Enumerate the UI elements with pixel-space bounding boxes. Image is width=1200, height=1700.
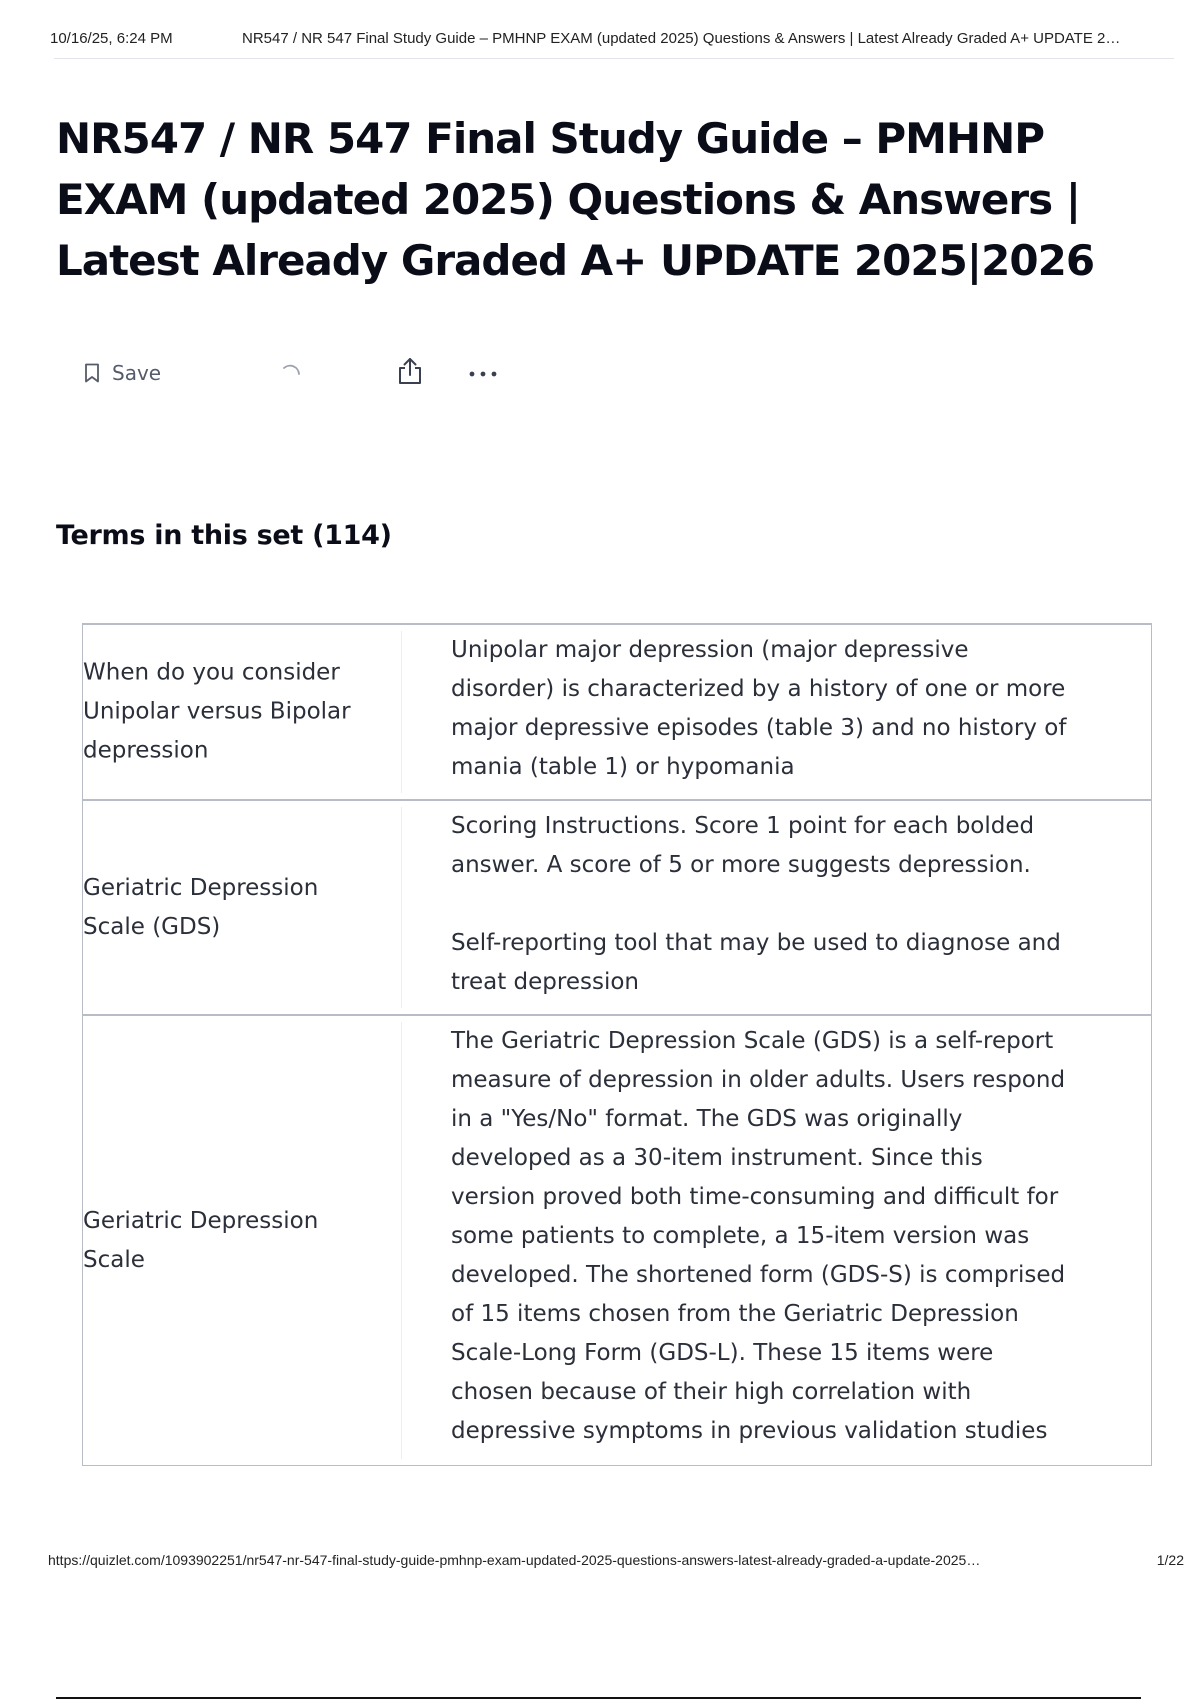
terms-table <box>82 623 1152 1466</box>
term-row <box>83 1014 1151 1465</box>
save-button[interactable] <box>84 361 161 385</box>
term-row <box>83 623 1151 799</box>
page-title: NR547 / NR 547 Final Study Guide – PMHNP EXAM (updated 2025) Questions & Answers | Latest Already Graded A+ UPDATE 2025|2026 <box>56 114 1095 285</box>
print-footer <box>48 1550 1184 1572</box>
term-row <box>83 799 1151 1014</box>
bottom-divider <box>56 1697 1141 1699</box>
bookmark-icon <box>84 363 100 383</box>
column-divider <box>401 631 402 793</box>
share-icon[interactable] <box>396 356 424 390</box>
term-word: Geriatric Depression Scale (GDS) <box>83 874 319 940</box>
terms-heading: Terms in this set (114) <box>56 520 392 551</box>
definition-paragraph: The Geriatric Depression Scale (GDS) is a self-report measure of depression in older adults. Users respond in a "Yes/No" format. The GDS was originally developed as a 30-item instrument. Since this version proved both time-consuming and difficult for some patients to complete, a 15-item version was developed. The shortened form (GDS-S) is comprised of 15 items chosen from the Geriatric Depression Scale-Long Form (GDS-L). These 15 items were chosen because of their high correlation with depressive symptoms in previous validation studies <box>451 1028 1066 1444</box>
definition-paragraph: Scoring Instructions. Score 1 point for each bolded answer. A score of 5 or more suggests depression. <box>451 813 1035 878</box>
more-icon[interactable] <box>468 364 498 383</box>
definition-paragraph: Self-reporting tool that may be used to diagnose and treat depression <box>451 930 1061 995</box>
header-divider <box>54 58 1174 59</box>
column-divider <box>401 807 402 1008</box>
print-header <box>50 28 1182 50</box>
term-word: When do you consider Unipolar versus Bipolar depression <box>83 659 351 764</box>
page-count: 1/22 <box>1156 1552 1184 1568</box>
save-label: Save <box>112 361 162 385</box>
print-doc-title: NR547 / NR 547 Final Study Guide – PMHNP EXAM (updated 2025) Questions & Answers | Latest Already Graded A+ UPDATE 2… <box>242 30 1121 47</box>
term-definition <box>451 1022 1071 1451</box>
definition-paragraph: Unipolar major depression (major depressive disorder) is characterized by a history of one or more major depressive episodes (table 3) and no history of mania (table 1) or hypomania <box>451 637 1067 780</box>
term-word: Geriatric Depression Scale <box>83 1207 319 1273</box>
print-datetime: 10/16/25, 6:24 PM <box>50 30 173 47</box>
column-divider <box>401 1022 402 1459</box>
loading-spinner-icon <box>280 362 302 388</box>
print-url[interactable]: https://quizlet.com/1093902251/nr547-nr-547-final-study-guide-pmhnp-exam-updated-2025-questions-answers-latest-already-graded-a-update-2025… <box>48 1552 981 1568</box>
term-definition <box>451 631 1071 787</box>
term-definition <box>451 807 1071 1002</box>
